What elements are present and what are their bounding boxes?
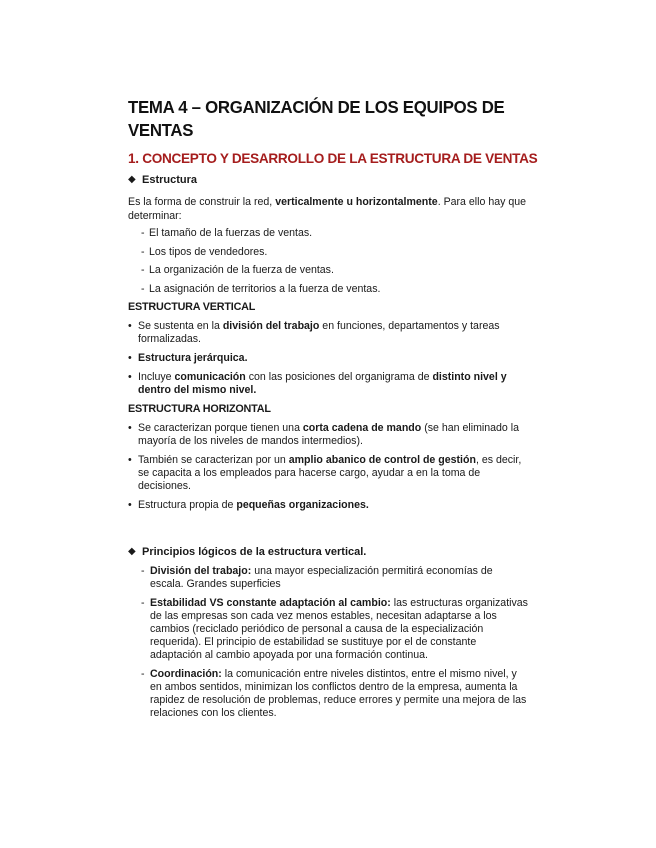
list-item: • Estructura jerárquica. — [128, 352, 248, 364]
horizontal-bullets — [128, 422, 528, 512]
section-heading-concepto: 1. CONCEPTO Y DESARROLLO DE LA ESTRUCTURA DE VENTAS — [128, 151, 538, 166]
document-page — [128, 96, 538, 726]
diamond-bullet-icon: ◆ — [128, 546, 136, 557]
list-item: - La organización de la fuerza de ventas. — [141, 264, 334, 276]
list-item: - Los tipos de vendedores. — [141, 245, 268, 258]
list-item: - División del trabajo: una mayor especialización permitirá economías de escala. Grandes superficies — [141, 565, 493, 590]
diamond-bullet-icon: ◆ — [128, 174, 136, 185]
horizontal-heading: ESTRUCTURA HORIZONTAL — [128, 403, 271, 415]
list-item: • Se sustenta en la división del trabajo en funciones, departamentos y tareas formalizadas. — [128, 320, 500, 345]
list-item: - La asignación de territorios a la fuerza de ventas. — [141, 282, 381, 295]
intro-text: Es la forma de construir la red, — [128, 196, 276, 208]
intro-bold: verticalmente u horizontalmente — [275, 196, 438, 208]
list-item: • También se caracterizan por un amplio abanico de control de gestión, es decir, se capacita a los empleados para hacerse cargo, ayudar a en la toma de decisiones. — [128, 454, 522, 492]
estructura-label: Estructura — [142, 174, 198, 186]
list-item: • Se caracterizan porque tienen una corta cadena de mando (se han eliminado la mayoría de los niveles de mandos intermedios). — [128, 422, 520, 447]
page-title: TEMA 4 – ORGANIZACIÓN DE LOS EQUIPOS DE VENTAS — [128, 97, 505, 140]
list-item: - El tamaño de la fuerzas de ventas. — [141, 227, 313, 239]
principios-heading — [128, 545, 528, 559]
principios-label: Principios lógicos de la estructura vertical. — [142, 546, 367, 558]
principios-list — [128, 565, 528, 720]
determinar-list — [128, 227, 528, 296]
list-item: - Estabilidad VS constante adaptación al cambio: las estructuras organizativas de las empresas son cada vez menos estables, necesitan adaptarse a los cambios (reciclado periódico de personal a causa de la especialización requerida). El principio de estabilidad se sustituye por el de constante adaptación al cambio apoyada por una formación continua. — [141, 597, 528, 661]
estructura-intro — [128, 196, 528, 223]
list-item: • Incluye comunicación con las posiciones del organigrama de distinto nivel y dentro del mismo nivel. — [128, 371, 507, 396]
list-item: • Estructura propia de pequeñas organizaciones. — [128, 499, 369, 511]
list-item: - Coordinación: la comunicación entre niveles distintos, entre el mismo nivel, y en ambos sentidos, minimizan los conflictos dentro de la empresa, aumenta la rapidez de resolución de problemas, reduce errores y permite una mejora de las relaciones con los clientes. — [141, 668, 527, 719]
vertical-bullets — [128, 320, 528, 397]
estructura-heading — [128, 173, 528, 187]
vertical-heading: ESTRUCTURA VERTICAL — [128, 301, 256, 313]
intro-text-end: . Para ello hay que determinar: — [128, 196, 527, 222]
